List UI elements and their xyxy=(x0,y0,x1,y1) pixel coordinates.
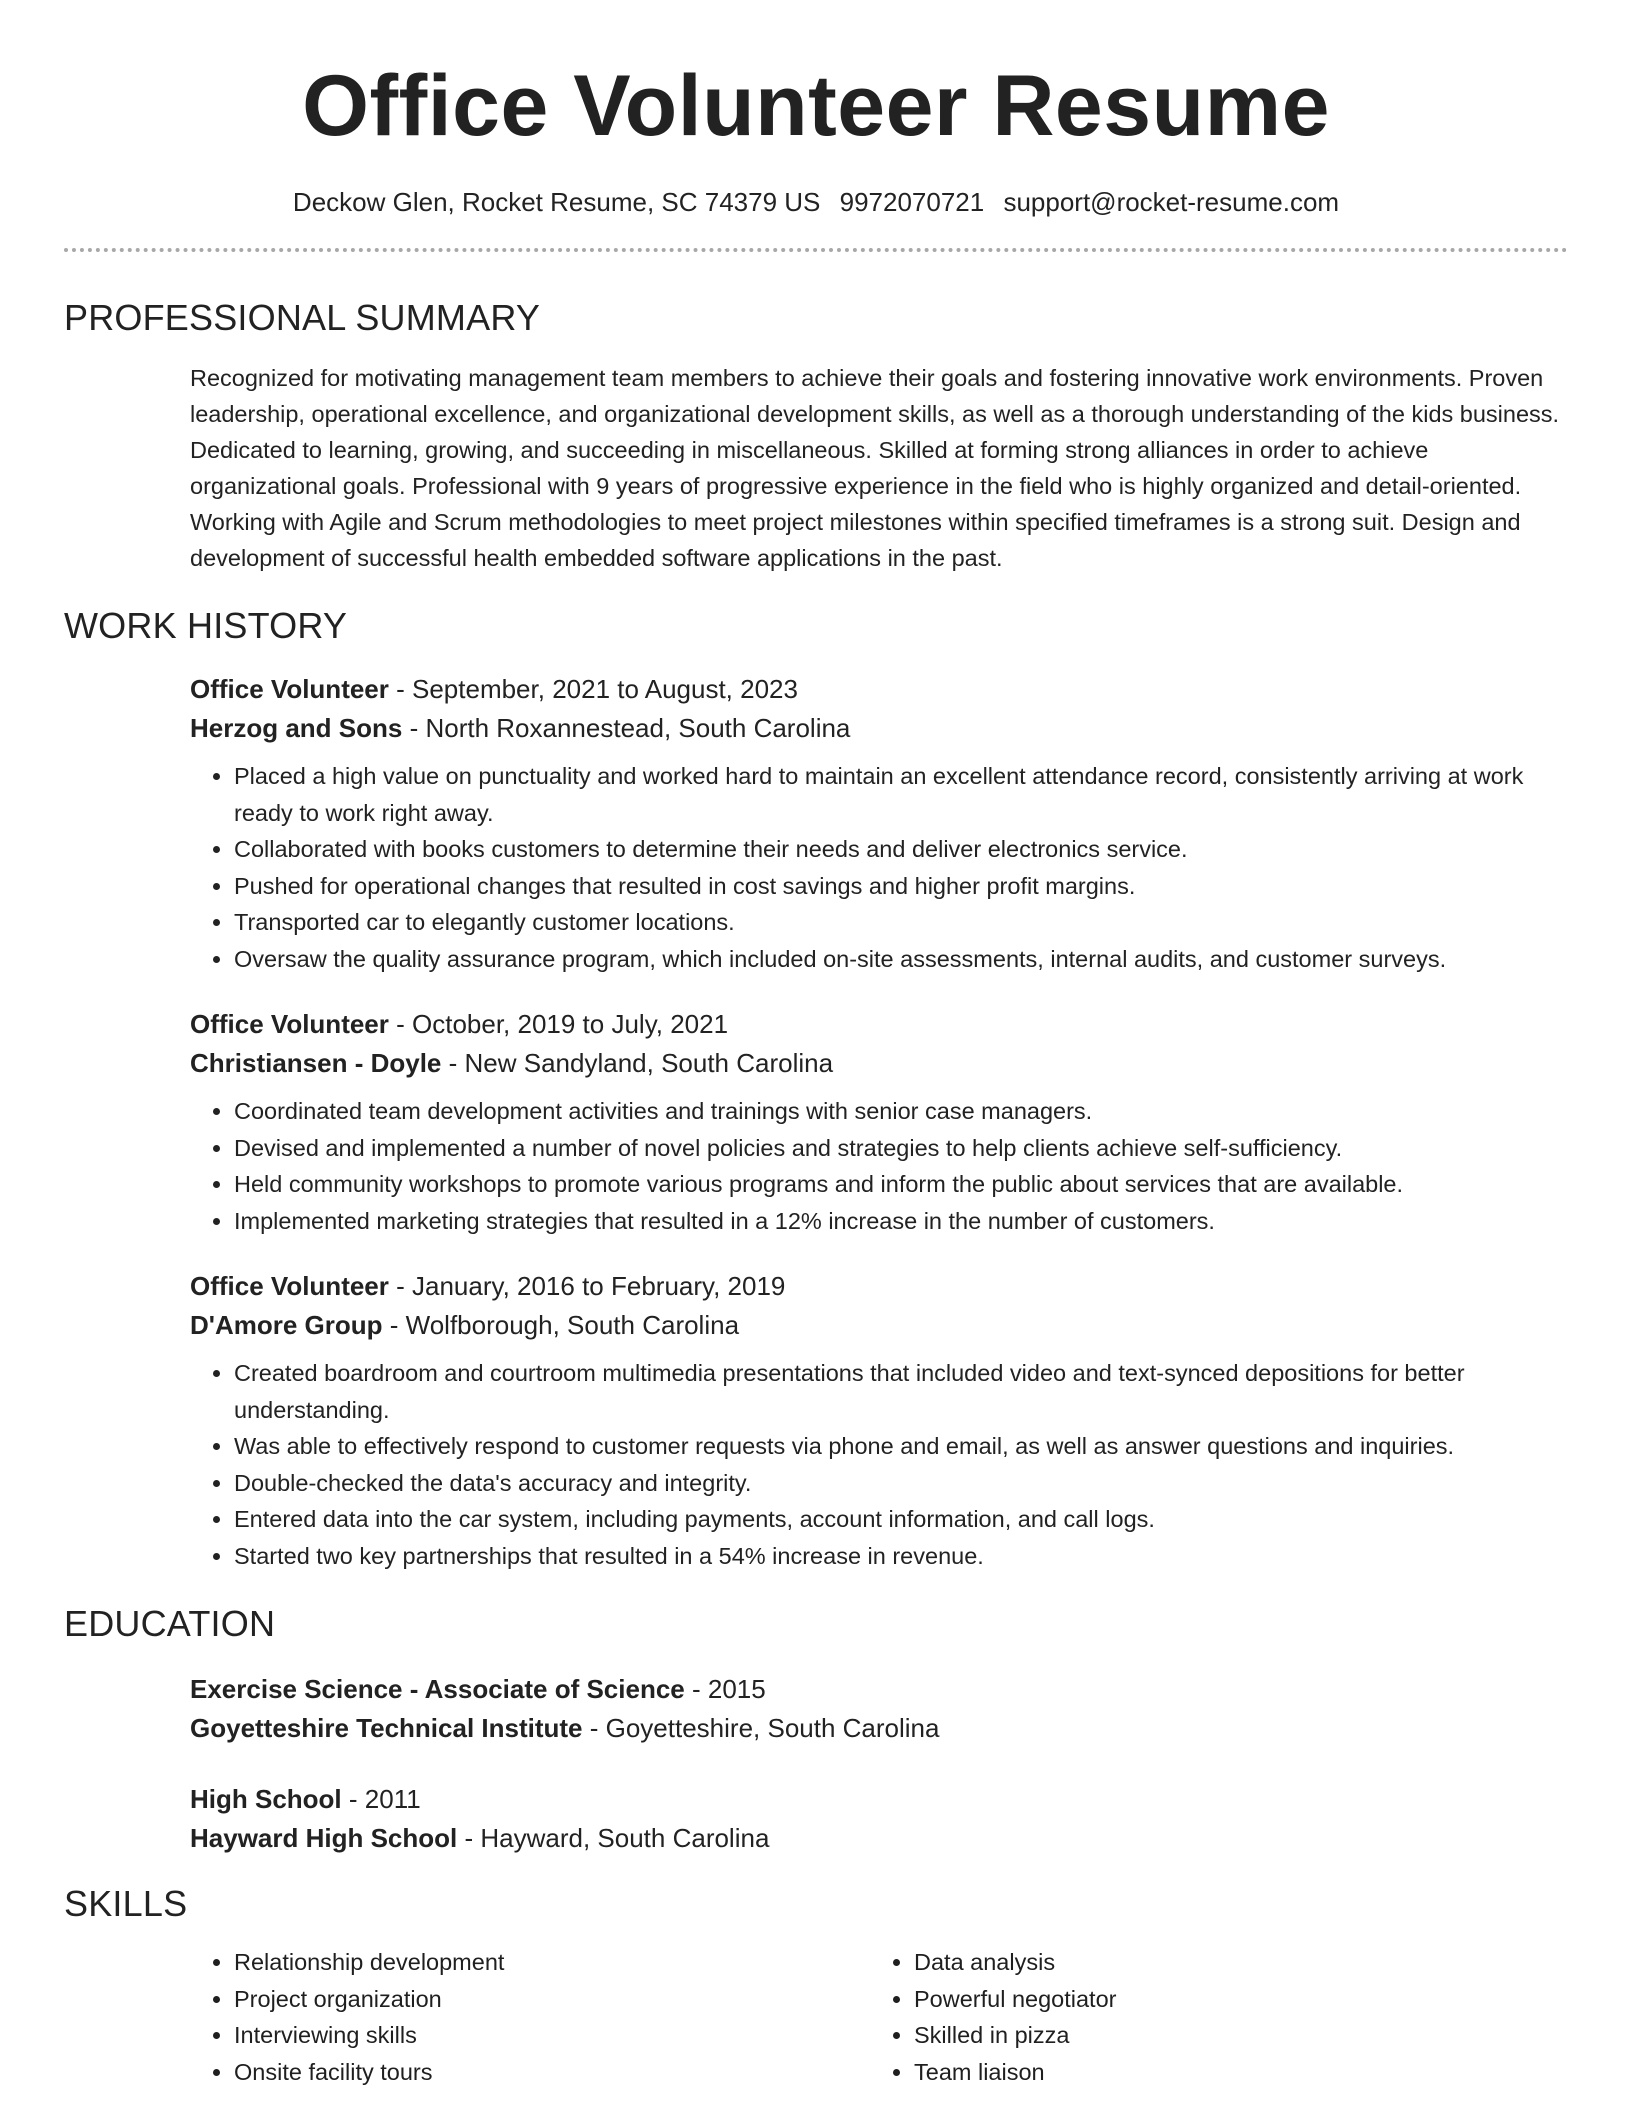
degree-line xyxy=(190,1670,1568,1709)
school: Hayward High School xyxy=(190,1823,458,1853)
job-entry xyxy=(190,1005,1568,1239)
job-bullet: • Coordinated team development activities and trainings with senior case managers. xyxy=(234,1093,1568,1130)
job-company-line xyxy=(190,1044,1568,1083)
school-line xyxy=(190,1819,1568,1858)
skill-item: • Data analysis xyxy=(914,1944,1550,1981)
degree-line xyxy=(190,1780,1568,1819)
skills-bullets-left xyxy=(190,1944,870,2090)
job-bullet: • Double-checked the data's accuracy and integrity. xyxy=(234,1465,1568,1502)
degree: High School xyxy=(190,1784,342,1814)
school-location: - Hayward, South Carolina xyxy=(457,1823,770,1853)
job-bullet: • Held community workshops to promote various programs and inform the public about services that are available. xyxy=(234,1166,1568,1203)
job-bullet: • Entered data into the car system, including payments, account information, and call logs. xyxy=(234,1501,1568,1538)
job-location: - North Roxannestead, South Carolina xyxy=(402,713,851,743)
job-title: Office Volunteer xyxy=(190,674,389,704)
job-title: Office Volunteer xyxy=(190,1009,389,1039)
contact-address: Deckow Glen, Rocket Resume, SC 74379 US xyxy=(292,187,821,217)
job-title-line xyxy=(190,1267,1568,1306)
degree-year: - 2015 xyxy=(684,1674,766,1704)
job-company: Christiansen - Doyle xyxy=(190,1048,442,1078)
skills-list xyxy=(190,1944,1568,2090)
job-company: D'Amore Group xyxy=(190,1310,383,1340)
job-company: Herzog and Sons xyxy=(190,713,403,743)
job-location: - Wolfborough, South Carolina xyxy=(382,1310,740,1340)
work-history-heading: WORK HISTORY xyxy=(64,605,348,646)
skills-bullets-right xyxy=(870,1944,1550,2090)
job-title-line xyxy=(190,1005,1568,1044)
summary-heading: PROFESSIONAL SUMMARY xyxy=(64,297,541,338)
skill-item: • Interviewing skills xyxy=(234,2017,870,2054)
school-line xyxy=(190,1709,1568,1748)
school: Goyetteshire Technical Institute xyxy=(190,1713,583,1743)
job-bullet: • Was able to effectively respond to customer requests via phone and email, as well as answer questions and inquiries. xyxy=(234,1428,1568,1465)
school-location: - Goyetteshire, South Carolina xyxy=(582,1713,940,1743)
skill-item: • Skilled in pizza xyxy=(914,2017,1550,2054)
job-bullets xyxy=(190,1093,1568,1239)
job-title: Office Volunteer xyxy=(190,1271,389,1301)
contact-phone: 9972070721 xyxy=(839,187,985,217)
degree: Exercise Science - Associate of Science xyxy=(190,1674,685,1704)
job-bullet: • Oversaw the quality assurance program, which included on-site assessments, internal audits, and customer surveys. xyxy=(234,941,1568,978)
job-company-line xyxy=(190,1306,1568,1345)
job-bullet: • Created boardroom and courtroom multimedia presentations that included video and text-synced depositions for better understanding. xyxy=(234,1355,1568,1428)
resume-title: Office Volunteer Resume xyxy=(302,58,1330,154)
skills-heading: SKILLS xyxy=(64,1883,188,1924)
job-title-line xyxy=(190,670,1568,709)
job-bullet: • Implemented marketing strategies that resulted in a 12% increase in the number of customers. xyxy=(234,1203,1568,1240)
skill-item: • Onsite facility tours xyxy=(234,2054,870,2091)
job-location: - New Sandyland, South Carolina xyxy=(441,1048,834,1078)
skills-column-left xyxy=(190,1944,870,2090)
job-dates: - October, 2019 to July, 2021 xyxy=(388,1009,729,1039)
job-bullets xyxy=(190,1355,1568,1574)
job-dates: - September, 2021 to August, 2023 xyxy=(388,674,798,704)
skill-item: • Relationship development xyxy=(234,1944,870,1981)
job-bullet: • Started two key partnerships that resulted in a 54% increase in revenue. xyxy=(234,1538,1568,1575)
summary-text: Recognized for motivating management team members to achieve their goals and fostering innovative work environments. Proven leadership, operational excellence, and organizational development skills, as well as a thorough understanding of the kids business. Dedicated to learning, growing, and succeeding in miscellaneous. Skilled at forming strong alliances in order to achieve organizational goals. Professional with 9 years of progressive experience in the field who is highly organized and detail-oriented. Working with Agile and Scrum methodologies to meet project milestones within specified timeframes is a strong suit. Design and development of successful health embedded software applications in the past. xyxy=(190,365,1560,571)
education-entry xyxy=(190,1670,1568,1748)
skill-item: • Project organization xyxy=(234,1981,870,2018)
education-entry xyxy=(190,1780,1568,1858)
job-bullet: • Placed a high value on punctuality and worked hard to maintain an excellent attendance record, consistently arriving at work ready to work right away. xyxy=(234,758,1568,831)
job-company-line xyxy=(190,709,1568,748)
job-dates: - January, 2016 to February, 2019 xyxy=(388,1271,786,1301)
job-bullet: • Collaborated with books customers to determine their needs and deliver electronics service. xyxy=(234,831,1568,868)
job-bullet: • Pushed for operational changes that resulted in cost savings and higher profit margins. xyxy=(234,868,1568,905)
skill-item: • Powerful negotiator xyxy=(914,1981,1550,2018)
job-entry xyxy=(190,670,1568,977)
contact-email: support@rocket-resume.com xyxy=(1003,187,1340,217)
header-divider xyxy=(64,248,1568,252)
job-entry xyxy=(190,1267,1568,1574)
education-heading: EDUCATION xyxy=(64,1603,276,1644)
skills-column-right xyxy=(870,1944,1550,2090)
job-bullets xyxy=(190,758,1568,977)
degree-year: - 2011 xyxy=(341,1784,421,1814)
job-bullet: • Devised and implemented a number of novel policies and strategies to help clients achieve self-sufficiency. xyxy=(234,1130,1568,1167)
job-bullet: • Transported car to elegantly customer locations. xyxy=(234,904,1568,941)
contact-line xyxy=(64,184,1568,220)
skill-item: • Team liaison xyxy=(914,2054,1550,2091)
